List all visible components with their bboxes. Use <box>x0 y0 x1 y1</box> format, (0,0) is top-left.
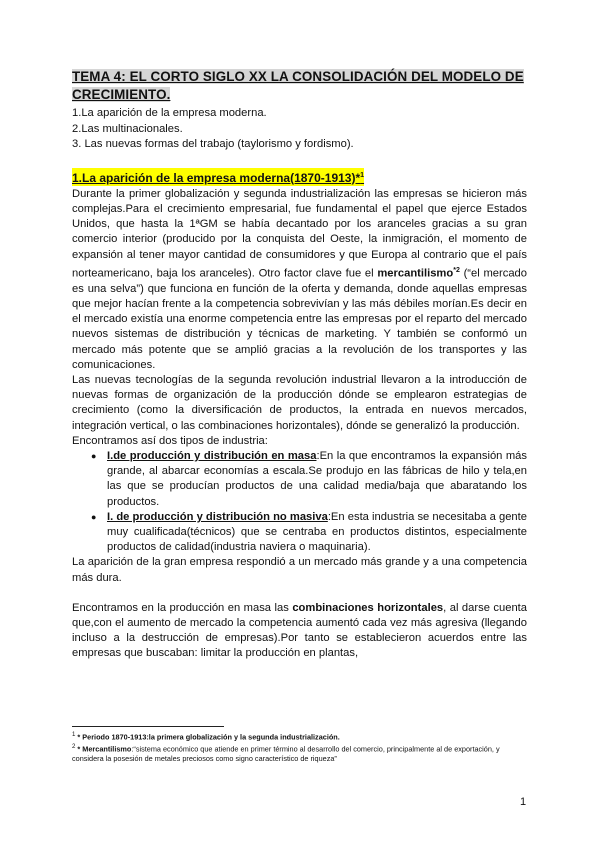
list-item: ● I.de producción y distribución en masa:En la que encontramos la expansión más grande, al abarcar economías a escala.Se produjo en las fábricas de hilo y tela,en las que se producían productos de una calidad media/baja que abaratando los productos. <box>91 450 527 508</box>
footnote-2: $^2$ * Mercantilismo:“sistema económico que atiende en primer término al desarrollo del comercio, principalmente al de exportación, y considera la posesión de metales preciosos como signo característico de riqueza” <box>72 742 500 763</box>
term-mercantilismo: mercantilismo <box>377 267 454 280</box>
page-title: TEMA 4: EL CORTO SIGLO XX LA CONSOLIDACIÓN DEL MODELO DE CRECIMIENTO. <box>72 69 524 103</box>
footnote-ref: *2 <box>453 266 460 274</box>
list-item: ● I. de producción y distribución no masiva:En esta industria se necesitaba a gente muy cualificada(técnicos) que se centraba en productos distintos, especialmente productos de calidad(industria naviera o maquinaria). <box>91 510 527 554</box>
paragraph-intro: Durante la primer globalización y segunda industrialización las empresas se hicieron más complejas.Para el crecimiento empresarial, fue fundamental el papel que ejerce Estados Unidos, que hasta la 1ªGM se había decantado por los aranceles gracias a su gran comercio interior (producido por la conquista del Oeste, la inmigración, el momento de expansión al tener mayor cantidad de consumidores y que Europa al contrario que el país norteamericano, baja los aranceles). Otro factor clave fue el mercantilismo$^{*2}$ (“el mercado es una selva”) que funciona en función de la oferta y demanda, donde aquellas empresas que mejor hacían frente a la competencia sobrevivían y las más débiles morían.Es decir en el mercado existía una enorme competencia entre las empresas por el reparto del mercado nuevos sistemas de distribución y técnicas de marketing. Y también se conformó un mercado más potente que se amplió gracias a la revolución de los transportes y las comunicaciones. <box>72 187 527 371</box>
paragraph-horizontal-combinations: Encontramos en la producción en masa las combinaciones horizontales, al darse cuenta que,con el aumento de mercado la competencia aumentó cada vez más agresiva (llegando incluso a la destrucción de empresas).Por tanto se establecieron acuerdos entre las empresas que buscaban: limitar la producción en plantas, <box>72 601 527 660</box>
toc-item: 2.Las multinacionales. <box>72 122 183 135</box>
bullet-icon: ● <box>91 511 97 522</box>
page-number: 1 <box>520 796 527 808</box>
footnote-divider <box>72 726 224 727</box>
footnotes <box>72 726 527 763</box>
paragraph-technology: Las nuevas tecnologías de la segunda revolución industrial llevaron a la introducción de nuevas formas de organización de la producción dónde se emplearon estrategias de crecimiento (como la diversificación de productos, la entrada en nuevos mercados, integración vertical, o las combinaciones horizontales), dónde se generalizó la producción. <box>72 374 527 432</box>
footnote-ref: 1 <box>360 171 365 179</box>
table-of-contents <box>72 106 527 152</box>
industry-list <box>72 449 527 555</box>
section-heading: 1.La aparición de la empresa moderna(1870-1913)*$^1$ <box>72 168 364 186</box>
bullet-icon: ● <box>91 451 97 462</box>
toc-item: 3. Las nuevas formas del trabajo (taylorismo y fordismo). <box>72 138 354 151</box>
toc-item: 1.La aparición de la empresa moderna. <box>72 107 267 120</box>
paragraph-industry-types: Encontramos así dos tipos de industria: <box>72 434 268 447</box>
footnote-1: $^1$ * Periodo 1870-1913:la primera globalización y la segunda industrialización. <box>72 731 340 742</box>
document-page <box>72 68 527 662</box>
term-combinaciones: combinaciones horizontales <box>292 601 444 614</box>
title-block <box>72 68 527 104</box>
paragraph-big-company: La aparición de la gran empresa respondió a un mercado más grande y a una competencia más dura. <box>72 556 527 584</box>
